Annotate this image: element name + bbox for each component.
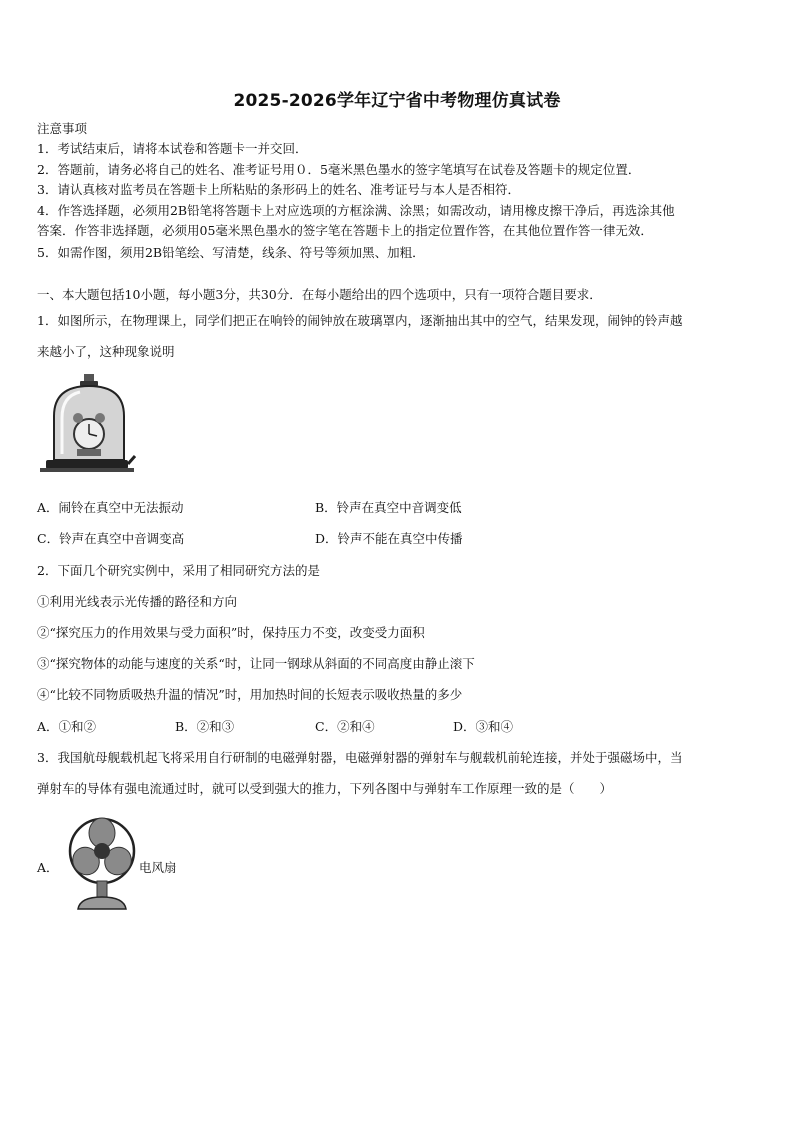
q1-stem-line1: 1．如图所示，在物理课上，同学们把正在响铃的闹钟放在玻璃罩内，逐渐抽出其中的空气，结果发现，闹钟的铃声越: [37, 313, 683, 328]
notice-item-3: 3．请认真核对监考员在答题卡上所粘贴的条形码上的姓名、准考证号与本人是否相符．: [37, 182, 520, 197]
q3-option-a-letter: A．: [37, 860, 59, 875]
electric-fan-figure: [66, 815, 136, 911]
q2-item-2: ②“探究压力的作用效果与受力面积”时，保持压力不变，改变受力面积: [37, 625, 425, 640]
page-title: 2025-2026学年辽宁省中考物理仿真试卷: [233, 91, 561, 111]
notice-heading: 注意事项: [37, 121, 88, 136]
notice-item-1: 1．考试结束后，请将本试卷和答题卡一并交回．: [37, 141, 308, 156]
q3-option-a-caption: 电风扇: [139, 860, 177, 875]
notice-item-4-cont: 答案．作答非选择题，必须用05毫米黑色墨水的签字笔在答题卡上的指定位置作答，在其他位置作答一律无效．: [37, 223, 653, 238]
q1-option-a: A．闹铃在真空中无法振动: [37, 500, 184, 515]
q2-item-3: ③“探究物体的动能与速度的关系“时，让同一钢球从斜面的不同高度由静止滚下: [37, 656, 475, 671]
notice-item-5: 5．如需作图，须用2B铅笔绘、写清楚，线条、符号等须加黑、加粗．: [37, 245, 425, 260]
q2-option-b: B．②和③: [175, 719, 235, 734]
q3-stem-line2: 弹射车的导体有强电流通过时，就可以受到强大的推力，下列各图中与弹射车工作原理一致的是（ ）: [37, 781, 613, 796]
q3-stem-line1: 3．我国航母舰载机起飞将采用自行研制的电磁弹射器，电磁弹射器的弹射车与舰载机前轮连接，并处于强磁场中，当: [37, 750, 683, 765]
q2-option-d: D．③和④: [453, 719, 514, 734]
bell-jar-alarm-clock-figure: [40, 372, 136, 484]
q1-option-c: C．铃声在真空中音调变高: [37, 531, 185, 546]
notice-item-2: 2．答题前，请务必将自己的姓名、准考证号用０．5毫米黑色墨水的签字笔填写在试卷及答题卡的规定位置．: [37, 162, 641, 177]
q2-item-1: ①利用光线表示光传播的路径和方向: [37, 594, 238, 609]
q1-stem-line2: 来越小了，这种现象说明: [37, 344, 175, 359]
q2-stem: 2．下面几个研究实例中，采用了相同研究方法的是: [37, 563, 320, 578]
q1-option-b: B．铃声在真空中音调变低: [315, 500, 462, 515]
q2-option-a: A．①和②: [37, 719, 97, 734]
q2-option-c: C．②和④: [315, 719, 375, 734]
q1-option-d: D．铃声不能在真空中传播: [315, 531, 463, 546]
section1-heading: 一、本大题包括10小题，每小题3分，共30分．在每小题给出的四个选项中，只有一项符合题目要求．: [37, 287, 602, 302]
notice-item-4: 4．作答选择题，必须用2B铅笔将答题卡上对应选项的方框涂满、涂黑；如需改动，请用橡皮擦干净后，再选涂其他: [37, 203, 675, 218]
q2-item-4: ④“比较不同物质吸热升温的情况”时，用加热时间的长短表示吸收热量的多少: [37, 687, 463, 702]
